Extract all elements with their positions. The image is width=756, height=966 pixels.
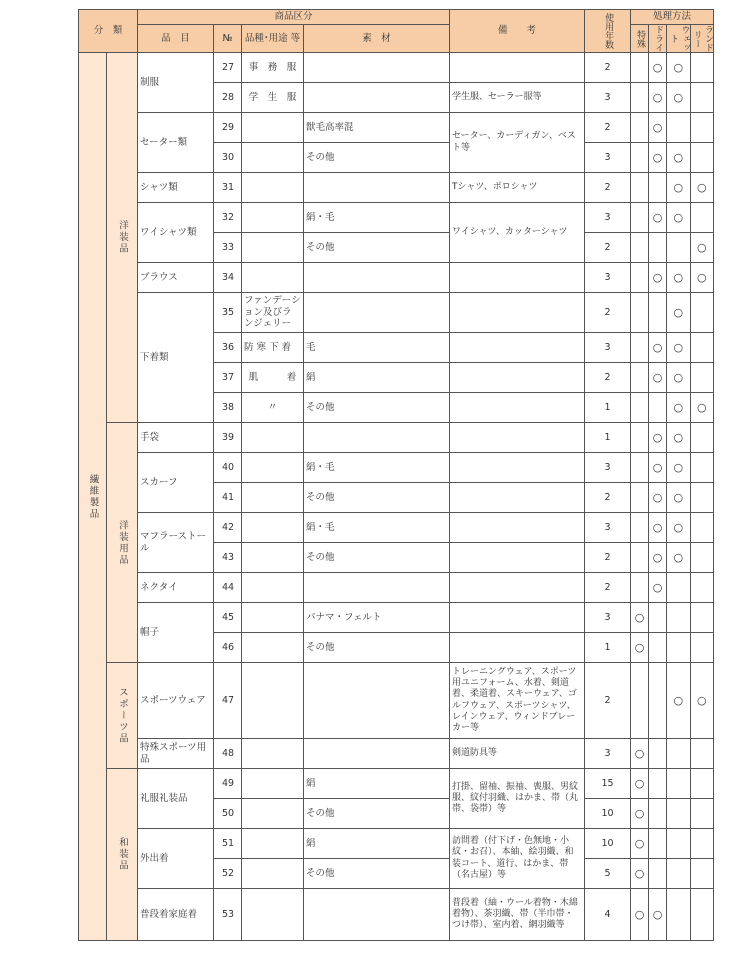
method-mark	[690, 573, 714, 603]
usage-cell	[242, 483, 304, 513]
item-cell: ネクタイ	[138, 573, 214, 603]
material-cell: 絹	[304, 363, 450, 393]
no-cell: 46	[214, 633, 242, 663]
material-cell	[304, 83, 450, 113]
remarks-cell: 訪問着（付下げ・色無地・小紋・お召）、本紬、絵羽織、和装コート、道行、はかま、帯（名古屋）等	[450, 829, 585, 889]
table-row	[79, 173, 714, 203]
no-cell: 40	[214, 453, 242, 483]
method-mark: ○	[690, 173, 714, 203]
method-mark: ○	[667, 663, 691, 739]
method-mark	[667, 633, 691, 663]
material-cell: 絹・毛	[304, 453, 450, 483]
material-cell: 絹・毛	[304, 513, 450, 543]
remarks-cell	[450, 393, 585, 423]
method-mark	[690, 143, 714, 173]
item-cell: 制服	[138, 53, 214, 113]
table-row	[79, 573, 714, 603]
method-mark	[649, 739, 667, 769]
no-cell: 43	[214, 543, 242, 573]
method-mark	[631, 143, 649, 173]
no-cell: 49	[214, 769, 242, 799]
usage-cell	[242, 573, 304, 603]
material-cell: その他	[304, 233, 450, 263]
material-cell	[304, 739, 450, 769]
method-mark: ○	[690, 393, 714, 423]
remarks-cell: 剣道防具等	[450, 739, 585, 769]
no-cell: 29	[214, 113, 242, 143]
method-mark	[690, 799, 714, 829]
method-mark: ○	[649, 203, 667, 233]
method-mark: ○	[690, 663, 714, 739]
method-mark: ○	[649, 143, 667, 173]
header-material: 素 材	[304, 25, 450, 53]
material-cell	[304, 663, 450, 739]
material-cell: その他	[304, 543, 450, 573]
method-mark	[690, 203, 714, 233]
method-mark	[649, 233, 667, 263]
years-cell: 2	[585, 113, 631, 143]
material-cell: 絹	[304, 829, 450, 859]
method-mark: ○	[667, 173, 691, 203]
method-mark	[649, 859, 667, 889]
method-mark: ○	[667, 513, 691, 543]
method-mark	[690, 83, 714, 113]
method-mark	[631, 113, 649, 143]
years-cell: 1	[585, 423, 631, 453]
remarks-cell	[450, 363, 585, 393]
method-mark	[631, 513, 649, 543]
material-cell: 獣毛高率混	[304, 113, 450, 143]
usage-cell	[242, 263, 304, 293]
group-sports: スポーツ品	[116, 686, 128, 745]
remarks-cell: 打掛、留袖、振袖、喪服、男紋服、紋付羽織、はかま、帯（丸帯、袋帯）等	[450, 769, 585, 829]
years-cell: 3	[585, 143, 631, 173]
method-mark	[690, 293, 714, 333]
years-cell: 3	[585, 739, 631, 769]
remarks-cell	[450, 293, 585, 333]
method-mark	[649, 663, 667, 739]
usage-cell	[242, 829, 304, 859]
material-cell: その他	[304, 393, 450, 423]
material-cell	[304, 573, 450, 603]
usage-cell: ファンデーション及びランジェリー	[242, 293, 304, 333]
method-mark	[631, 53, 649, 83]
no-cell: 45	[214, 603, 242, 633]
material-cell: その他	[304, 483, 450, 513]
item-cell: 普段着家庭着	[138, 889, 214, 941]
method-mark: ○	[649, 333, 667, 363]
item-cell: 下着類	[138, 293, 214, 423]
years-cell: 2	[585, 483, 631, 513]
method-mark: ○	[690, 233, 714, 263]
item-cell: マフラーストール	[138, 513, 214, 573]
material-cell	[304, 173, 450, 203]
material-cell: その他	[304, 799, 450, 829]
no-cell: 32	[214, 203, 242, 233]
method-mark	[667, 573, 691, 603]
method-mark: ○	[667, 143, 691, 173]
years-cell: 2	[585, 53, 631, 83]
years-cell: 1	[585, 393, 631, 423]
method-mark	[667, 233, 691, 263]
method-mark: ○	[667, 543, 691, 573]
years-cell: 3	[585, 83, 631, 113]
method-mark	[667, 889, 691, 941]
method-mark: ○	[667, 423, 691, 453]
method-mark	[690, 829, 714, 859]
remarks-cell	[450, 263, 585, 293]
no-cell: 41	[214, 483, 242, 513]
no-cell: 44	[214, 573, 242, 603]
usage-cell	[242, 859, 304, 889]
method-mark	[631, 453, 649, 483]
remarks-cell	[450, 573, 585, 603]
textile-table	[78, 9, 714, 941]
no-cell: 48	[214, 739, 242, 769]
table-row	[79, 453, 714, 483]
method-mark	[690, 859, 714, 889]
no-cell: 28	[214, 83, 242, 113]
method-mark: ○	[631, 799, 649, 829]
table-row	[79, 113, 714, 143]
method-mark	[667, 859, 691, 889]
no-cell: 42	[214, 513, 242, 543]
method-mark	[690, 769, 714, 799]
method-mark	[631, 543, 649, 573]
method-mark	[690, 739, 714, 769]
method-mark	[690, 603, 714, 633]
method-mark	[649, 633, 667, 663]
method-mark: ○	[631, 829, 649, 859]
method-mark	[631, 83, 649, 113]
no-cell: 27	[214, 53, 242, 83]
table-row	[79, 829, 714, 859]
item-cell: 帽子	[138, 603, 214, 663]
method-mark: ○	[649, 573, 667, 603]
header-method-dry: ドライ	[653, 25, 664, 52]
remarks-cell: ワイシャツ、カッターシャツ	[450, 203, 585, 263]
years-cell: 4	[585, 889, 631, 941]
method-mark: ○	[667, 393, 691, 423]
no-cell: 33	[214, 233, 242, 263]
remarks-cell	[450, 603, 585, 633]
header-product-category: 商品区分	[138, 10, 450, 25]
usage-cell	[242, 113, 304, 143]
group-main: 繊維製品	[87, 473, 99, 520]
method-mark	[631, 483, 649, 513]
method-mark: ○	[649, 513, 667, 543]
material-cell: 絹	[304, 769, 450, 799]
group-wasohin: 和装品	[116, 837, 128, 872]
item-cell: 特殊スポーツ用品	[138, 739, 214, 769]
method-mark	[690, 423, 714, 453]
years-cell: 5	[585, 859, 631, 889]
usage-cell: 肌 着	[242, 363, 304, 393]
method-mark: ○	[649, 363, 667, 393]
table-row	[79, 889, 714, 941]
method-mark	[631, 663, 649, 739]
method-mark	[649, 799, 667, 829]
method-mark: ○	[631, 739, 649, 769]
material-cell	[304, 263, 450, 293]
table-row	[79, 263, 714, 293]
years-cell: 3	[585, 453, 631, 483]
remarks-cell	[450, 483, 585, 513]
method-mark	[667, 829, 691, 859]
usage-cell	[242, 603, 304, 633]
years-cell: 10	[585, 829, 631, 859]
years-cell: 2	[585, 363, 631, 393]
method-mark	[649, 173, 667, 203]
method-mark	[667, 113, 691, 143]
method-mark: ○	[631, 769, 649, 799]
header-classification: 分 類	[79, 10, 138, 53]
remarks-cell	[450, 513, 585, 543]
usage-cell	[242, 663, 304, 739]
remarks-cell: トレーニングウェア、スポーツ用ユニフォーム、水着、剣道着、柔道着、スキーウェア、ゴルフウェア、スポーツシャツ、レインウェア、ウィンドブレーカー等	[450, 663, 585, 739]
usage-cell	[242, 739, 304, 769]
years-cell: 1	[585, 633, 631, 663]
usage-cell	[242, 633, 304, 663]
table-row	[79, 663, 714, 739]
method-mark	[631, 173, 649, 203]
method-mark	[631, 423, 649, 453]
header-method-wet: ウェット	[668, 25, 690, 52]
header-usage: 品種･用途 等	[242, 25, 304, 53]
remarks-cell	[450, 633, 585, 663]
table-row	[79, 739, 714, 769]
method-mark: ○	[649, 53, 667, 83]
method-mark: ○	[667, 363, 691, 393]
no-cell: 30	[214, 143, 242, 173]
years-cell: 2	[585, 543, 631, 573]
years-cell: 10	[585, 799, 631, 829]
remarks-cell: 学生服、セーラー服等	[450, 83, 585, 113]
method-mark	[690, 633, 714, 663]
table-row	[79, 513, 714, 543]
no-cell: 37	[214, 363, 242, 393]
material-cell	[304, 53, 450, 83]
method-mark: ○	[631, 889, 649, 941]
usage-cell	[242, 543, 304, 573]
item-cell: シャツ類	[138, 173, 214, 203]
header-years: 使用年数	[603, 13, 614, 49]
remarks-cell: セーター、カーディガン、ベスト等	[450, 113, 585, 173]
table-row	[79, 293, 714, 333]
item-cell: スカーフ	[138, 453, 214, 513]
table-row	[79, 423, 714, 453]
material-cell: その他	[304, 143, 450, 173]
usage-cell	[242, 453, 304, 483]
remarks-cell: Tシャツ、ポロシャツ	[450, 173, 585, 203]
table-row	[79, 203, 714, 233]
method-mark	[631, 363, 649, 393]
method-mark	[690, 483, 714, 513]
header-no: №	[214, 25, 242, 53]
years-cell: 3	[585, 603, 631, 633]
no-cell: 50	[214, 799, 242, 829]
table-row	[79, 603, 714, 633]
usage-cell	[242, 769, 304, 799]
years-cell: 2	[585, 663, 631, 739]
usage-cell: 防 寒 下 着	[242, 333, 304, 363]
material-cell: その他	[304, 633, 450, 663]
years-cell: 3	[585, 203, 631, 233]
usage-cell: 事 務 服	[242, 53, 304, 83]
method-mark	[667, 799, 691, 829]
method-mark	[667, 603, 691, 633]
header-processing: 処理方法	[631, 10, 714, 25]
method-mark	[631, 203, 649, 233]
usage-cell	[242, 799, 304, 829]
method-mark: ○	[667, 263, 691, 293]
method-mark: ○	[667, 333, 691, 363]
item-cell: スポーツウェア	[138, 663, 214, 739]
item-cell: セーター類	[138, 113, 214, 173]
method-mark: ○	[690, 263, 714, 293]
method-mark	[690, 333, 714, 363]
material-cell	[304, 293, 450, 333]
no-cell: 35	[214, 293, 242, 333]
years-cell: 2	[585, 233, 631, 263]
years-cell: 3	[585, 513, 631, 543]
no-cell: 51	[214, 829, 242, 859]
method-mark	[649, 393, 667, 423]
material-cell	[304, 889, 450, 941]
method-mark: ○	[649, 483, 667, 513]
no-cell: 53	[214, 889, 242, 941]
header-method-special: 特殊	[635, 29, 646, 48]
remarks-cell	[450, 53, 585, 83]
material-cell: 絹・毛	[304, 203, 450, 233]
method-mark	[649, 603, 667, 633]
method-mark: ○	[667, 293, 691, 333]
usage-cell: 学 生 服	[242, 83, 304, 113]
years-cell: 2	[585, 573, 631, 603]
method-mark: ○	[649, 83, 667, 113]
method-mark	[690, 453, 714, 483]
remarks-cell	[450, 453, 585, 483]
no-cell: 47	[214, 663, 242, 739]
no-cell: 52	[214, 859, 242, 889]
method-mark	[690, 53, 714, 83]
item-cell: 礼服礼装品	[138, 769, 214, 829]
material-cell: その他	[304, 859, 450, 889]
material-cell: 毛	[304, 333, 450, 363]
method-mark: ○	[631, 859, 649, 889]
method-mark	[631, 263, 649, 293]
method-mark: ○	[667, 483, 691, 513]
header-method-laundry: ランドリー	[691, 25, 713, 52]
table-row	[79, 769, 714, 799]
method-mark	[649, 829, 667, 859]
method-mark	[631, 393, 649, 423]
years-cell: 2	[585, 293, 631, 333]
remarks-cell	[450, 423, 585, 453]
usage-cell	[242, 423, 304, 453]
method-mark	[690, 543, 714, 573]
method-mark: ○	[649, 113, 667, 143]
method-mark: ○	[667, 53, 691, 83]
years-cell: 2	[585, 173, 631, 203]
method-mark: ○	[667, 83, 691, 113]
item-cell: 手袋	[138, 423, 214, 453]
method-mark: ○	[649, 423, 667, 453]
method-mark: ○	[649, 543, 667, 573]
method-mark	[690, 363, 714, 393]
header-remarks: 備 考	[450, 10, 585, 53]
method-mark	[649, 769, 667, 799]
method-mark	[631, 233, 649, 263]
usage-cell	[242, 173, 304, 203]
method-mark	[667, 769, 691, 799]
years-cell: 15	[585, 769, 631, 799]
remarks-cell	[450, 543, 585, 573]
usage-cell	[242, 143, 304, 173]
years-cell: 3	[585, 263, 631, 293]
no-cell: 34	[214, 263, 242, 293]
table-body	[79, 53, 714, 941]
method-mark	[631, 573, 649, 603]
no-cell: 36	[214, 333, 242, 363]
method-mark: ○	[667, 453, 691, 483]
years-cell: 3	[585, 333, 631, 363]
method-mark	[690, 889, 714, 941]
method-mark	[631, 333, 649, 363]
remarks-cell: 普段着（紬・ウール着物・木綿着物）、茶羽織、帯（半巾帯・つけ帯）、室内着、網羽織等	[450, 889, 585, 941]
material-cell: パナマ・フェルト	[304, 603, 450, 633]
no-cell: 31	[214, 173, 242, 203]
method-mark: ○	[649, 453, 667, 483]
no-cell: 38	[214, 393, 242, 423]
method-mark	[631, 293, 649, 333]
method-mark	[667, 739, 691, 769]
method-mark: ○	[631, 633, 649, 663]
method-mark	[649, 293, 667, 333]
usage-cell	[242, 203, 304, 233]
method-mark	[690, 113, 714, 143]
remarks-cell	[450, 333, 585, 363]
method-mark: ○	[631, 603, 649, 633]
usage-cell	[242, 889, 304, 941]
table-row	[79, 53, 714, 83]
item-cell: 外出着	[138, 829, 214, 889]
usage-cell: 〃	[242, 393, 304, 423]
header-item: 品 目	[138, 25, 214, 53]
method-mark: ○	[649, 889, 667, 941]
item-cell: ワイシャツ類	[138, 203, 214, 263]
method-mark	[690, 513, 714, 543]
method-mark: ○	[667, 203, 691, 233]
usage-cell	[242, 233, 304, 263]
usage-cell	[242, 513, 304, 543]
method-mark: ○	[649, 263, 667, 293]
item-cell: ブラウス	[138, 263, 214, 293]
group-yosoyohin: 洋装用品	[116, 519, 128, 566]
no-cell: 39	[214, 423, 242, 453]
material-cell	[304, 423, 450, 453]
group-yosohin: 洋装品	[116, 220, 128, 255]
